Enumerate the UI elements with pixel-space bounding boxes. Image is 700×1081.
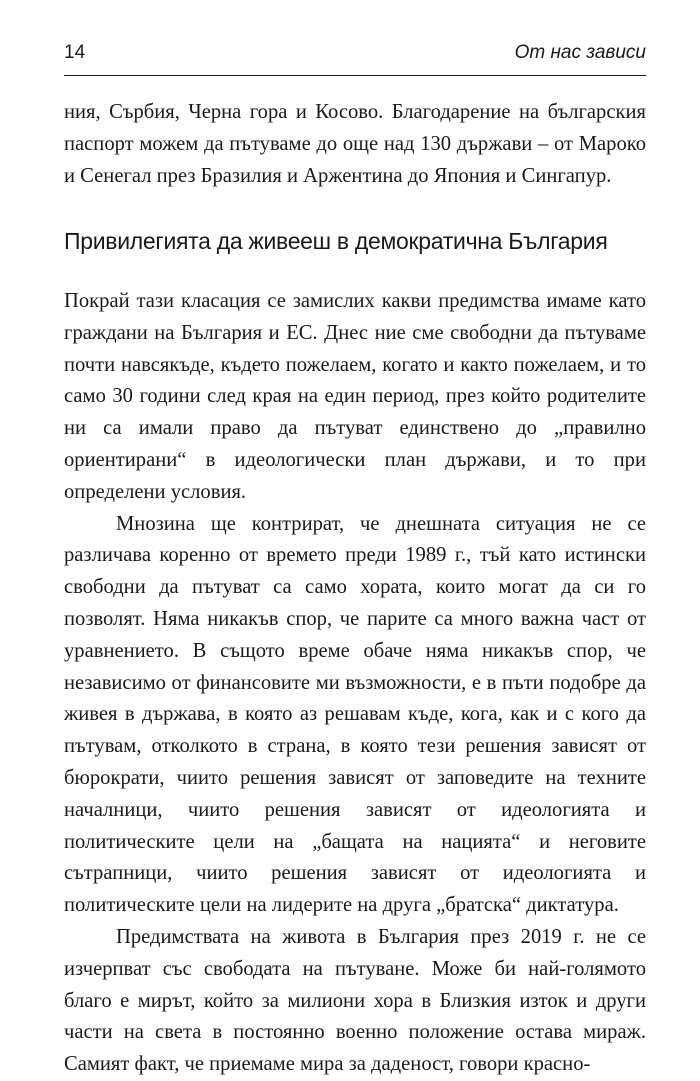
running-title: От нас зависи xyxy=(514,42,646,63)
page-number: 14 xyxy=(64,42,86,63)
paragraph-2: Мнозина ще контрират, че днешната ситуация не се различава коренно от времето преди 1989 г., тъй като истински свободни да пътуват са само хората, които могат да си го позволят. Няма никакъв спор, че парите са много важна част от уравнението. В същото време обаче няма никакъв спор, че независимо от финансовите ми възможности, е в пъти подобре да живея в държава, в която аз решавам къде, кога, как и с кого да пътувам, отколкото в страна, в която тези решения зависят от бюрократи, чиито решения зависят от заповедите на техните началници, чиито решения зависят от идеологията и политическите цели на „бащата на нацията“ и неговите сътрапници, чиито решения зависят от идеологията и политическите цели на лидерите на друга „братска“ диктатура. xyxy=(64,512,646,917)
paragraph-3: Предимствата на живота в България през 2019 г. не се изчерпват със свободата на пътуване. Може би най-голямото благо е мирът, който за милиони хора в Близкия изток и други части на света в постоянно военно положение остава мираж. Самият факт, че приемаме мира за даденост, говори красно- xyxy=(64,925,646,1076)
header-rule xyxy=(64,75,646,76)
paragraph-1: Покрай тази класация се замислих какви предимства имаме като граждани на България и ЕС. Днес ние сме свободни да пътуваме почти навсякъде, където пожелаем, когато и както пожелаем, и то само 30 години след края на един период, през който родителите ни са имали право да пътуват единствено до „правилно ориентирани“ в идеологически план държави, и то при определени условия. xyxy=(64,290,646,503)
section-heading: Привилегията да живееш в демократична България xyxy=(64,228,608,254)
continuation-block xyxy=(64,97,646,192)
main-text-block xyxy=(64,286,646,1081)
continuation-paragraph: ния, Сърбия, Черна гора и Косово. Благодарение на българския паспорт можем да пътуваме до още над 130 държави – от Мароко и Сенегал през Бразилия и Аржентина до Япония и Сингапур. xyxy=(64,101,646,187)
